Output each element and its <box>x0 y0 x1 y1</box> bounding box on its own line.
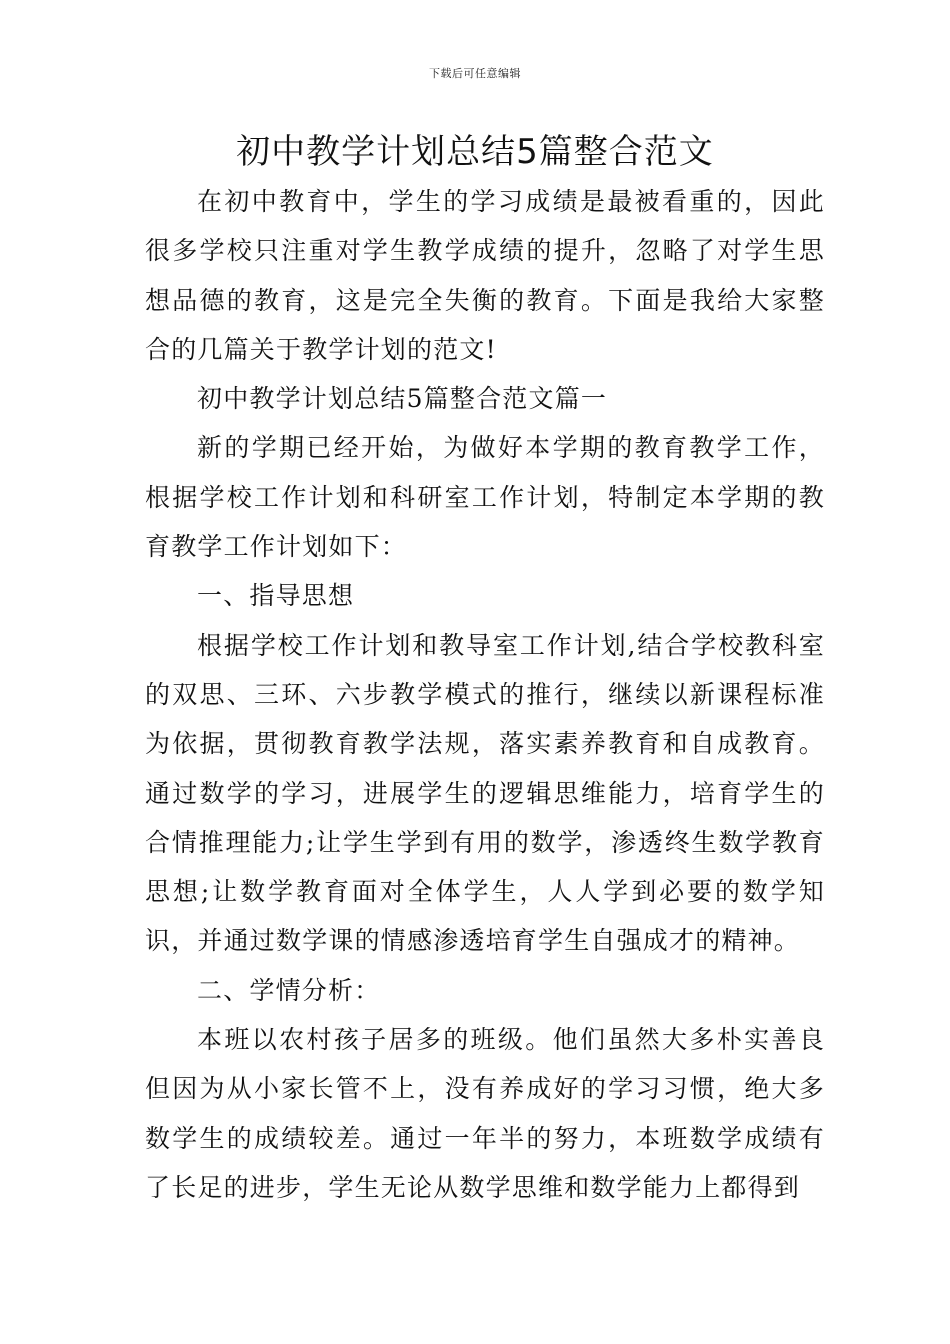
paragraph-guiding-ideas: 根据学校工作计划和教导室工作计划,结合学校教科室的双思、三环、六步教学模式的推行，继续以新课程标准为依据，贯彻教育教学法规，落实素养教育和自成教育。通过数学的学习，进展学生的逻辑思维能力，培育学生的合情推理能力;让学生学到有用的数学，渗透终生数学教育思想;让数学教育面对全体学生，人人学到必要的数学知识，并通过数学课的情感渗透培育学生自强成才的精神。 <box>145 630 825 956</box>
paragraph-opening: 新的学期已经开始，为做好本学期的教育教学工作，根据学校工作计划和科研室工作计划，特制定本学期的教育教学工作计划如下： <box>145 433 825 562</box>
paragraph-section-title: 初中教学计划总结5篇整合范文篇一 <box>197 384 608 414</box>
paragraph-student-analysis: 本班以农村孩子居多的班级。他们虽然大多朴实善良但因为从小家长管不上，没有养成好的学习习惯，绝大多数学生的成绩较差。通过一年半的努力，本班数学成绩有了长足的进步，学生无论从数学思维和数学能力上都得到 <box>145 1025 825 1202</box>
heading-guiding-ideas: 一、指导思想 <box>197 581 355 611</box>
document-body <box>145 177 825 1212</box>
header-note: 下载后可任意编辑 <box>429 67 521 80</box>
paragraph-intro: 在初中教育中，学生的学习成绩是最被看重的，因此很多学校只注重对学生教学成绩的提升，忽略了对学生思想品德的教育，这是完全失衡的教育。下面是我给大家整合的几篇关于教学计划的范文! <box>145 187 825 364</box>
heading-student-analysis: 二、学情分析： <box>197 975 381 1005</box>
document-title: 初中教学计划总结5篇整合范文 <box>236 132 714 172</box>
